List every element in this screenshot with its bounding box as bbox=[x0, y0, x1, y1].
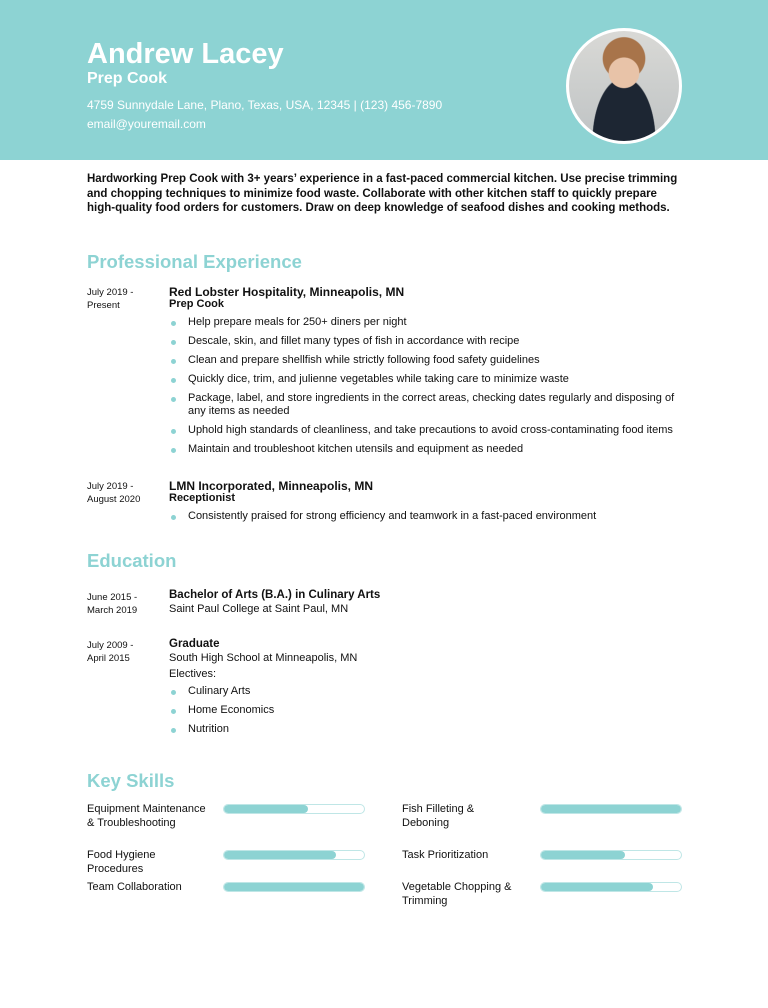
list-item: Package, label, and store ingredients in the correct areas, checking dates regularly and disposing of any items as needed bbox=[169, 392, 689, 418]
skill-level-bar bbox=[540, 850, 682, 860]
candidate-name: Andrew Lacey bbox=[87, 38, 284, 70]
date-end: April 2015 bbox=[87, 652, 130, 664]
skill-name: Vegetable Chopping & Trimming bbox=[402, 881, 512, 907]
skills-heading: Key Skills bbox=[87, 770, 175, 791]
company: LMN Incorporated, Minneapolis, MN bbox=[169, 479, 374, 493]
job-bullets bbox=[169, 316, 689, 456]
list-item: Descale, skin, and fillet many types of fish in accordance with recipe bbox=[169, 335, 689, 348]
skill-level-fill bbox=[224, 851, 336, 859]
candidate-role: Prep Cook bbox=[87, 70, 168, 87]
experience-heading: Professional Experience bbox=[87, 251, 302, 272]
education-entry bbox=[169, 589, 689, 617]
skill-level-fill bbox=[224, 805, 308, 813]
skill-level-bar bbox=[223, 850, 365, 860]
job-date bbox=[87, 481, 140, 506]
electives-label: Electives: bbox=[169, 668, 217, 680]
school: Saint Paul College at Saint Paul, MN bbox=[169, 603, 349, 615]
job-entry bbox=[169, 285, 689, 462]
job-date bbox=[87, 287, 133, 312]
email: email@youremail.com bbox=[87, 117, 206, 131]
date-start: July 2019 - bbox=[87, 481, 134, 492]
list-item: Nutrition bbox=[169, 723, 689, 736]
job-title: Prep Cook bbox=[169, 298, 225, 310]
skill-level-bar bbox=[540, 804, 682, 814]
contact-info bbox=[87, 96, 442, 134]
list-item: Quickly dice, trim, and julienne vegetables while taking care to minimize waste bbox=[169, 373, 689, 386]
list-item: Culinary Arts bbox=[169, 685, 689, 698]
skill-level-fill bbox=[224, 883, 364, 891]
school: South High School at Minneapolis, MN bbox=[169, 652, 358, 664]
degree: Graduate bbox=[169, 638, 220, 650]
skill-level-fill bbox=[541, 883, 653, 891]
skill-name: Fish Filleting & Deboning bbox=[402, 803, 475, 829]
list-item: Maintain and troubleshoot kitchen utensils and equipment as needed bbox=[169, 443, 689, 456]
skill-name: Equipment Maintenance & Troubleshooting bbox=[87, 803, 206, 829]
date-end: Present bbox=[87, 299, 120, 311]
electives-list bbox=[169, 685, 689, 736]
date-end: March 2019 bbox=[87, 604, 138, 616]
skill-level-fill bbox=[541, 805, 681, 813]
job-bullets bbox=[169, 510, 689, 523]
skill-level-bar bbox=[223, 804, 365, 814]
skill-level-bar bbox=[540, 882, 682, 892]
education-heading: Education bbox=[87, 550, 177, 571]
skill-name: Team Collaboration bbox=[87, 881, 182, 893]
list-item: Help prepare meals for 250+ diners per night bbox=[169, 316, 689, 329]
edu-date bbox=[87, 640, 133, 665]
list-item: Clean and prepare shellfish while strictly following food safety guidelines bbox=[169, 354, 689, 367]
resume-header bbox=[0, 0, 768, 160]
profile-photo bbox=[566, 28, 682, 144]
degree: Bachelor of Arts (B.A.) in Culinary Arts bbox=[169, 589, 381, 601]
list-item: Home Economics bbox=[169, 704, 689, 717]
skill-level-fill bbox=[541, 851, 625, 859]
education-entry bbox=[169, 638, 689, 742]
summary: Hardworking Prep Cook with 3+ years’ experience in a fast-paced commercial kitchen. Use precise trimming and chopping techniques to minimize food waste. Collaborate with other kitchen staff to quickly prepare high-quality food orders for customers. Draw on deep knowledge of seafood dishes and cooking methods. bbox=[87, 173, 678, 214]
edu-date bbox=[87, 592, 137, 617]
list-item: Uphold high standards of cleanliness, and take precautions to avoid cross-contaminating food items bbox=[169, 424, 689, 437]
job-title: Receptionist bbox=[169, 492, 236, 504]
skill-name: Food Hygiene Procedures bbox=[87, 849, 156, 875]
date-start: July 2019 - bbox=[87, 287, 134, 298]
job-entry bbox=[169, 479, 689, 529]
list-item: Consistently praised for strong efficiency and teamwork in a fast-paced environment bbox=[169, 510, 689, 523]
date-start: June 2015 - bbox=[87, 592, 138, 603]
skill-level-bar bbox=[223, 882, 365, 892]
date-end: August 2020 bbox=[87, 493, 141, 505]
address-phone: 4759 Sunnydale Lane, Plano, Texas, USA, 12345 | (123) 456-7890 bbox=[87, 98, 443, 112]
skill-name: Task Prioritization bbox=[402, 849, 489, 861]
date-start: July 2009 - bbox=[87, 640, 134, 651]
company: Red Lobster Hospitality, Minneapolis, MN bbox=[169, 285, 405, 299]
